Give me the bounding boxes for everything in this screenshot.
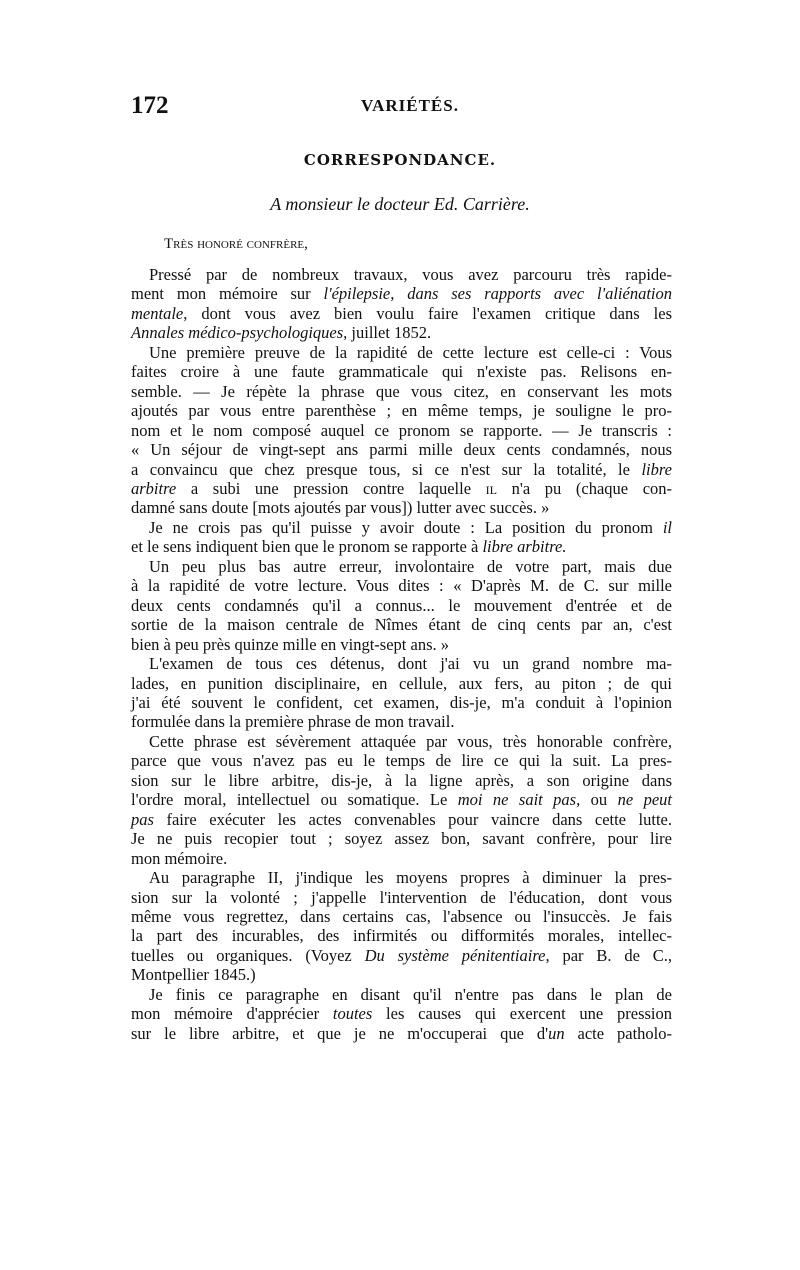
text-line: mentale, dont vous avez bien voulu faire l'examen critique dans les [131,303,672,323]
text-line: j'ai été souvent le confident, cet examen, dis-je, m'a conduit à l'opinion [131,692,672,712]
text-line: la part des incurables, des infirmités ou difformités morales, intellec- [131,926,672,946]
text-line: faites croire à une faute grammaticale qui n'existe pas. Relisons en- [131,362,672,382]
text-line: Je finis ce paragraphe en disant qu'il n'entre pas dans le plan de [149,984,672,1004]
text-line: sion sur la volonté ; j'appelle l'intervention de l'éducation, dont vous [131,887,672,907]
addressee: A monsieur le docteur Ed. Carrière. [270,194,530,214]
text-line: l'ordre moral, intellectuel ou somatique. Le moi ne sait pas, ou ne peut [131,790,673,810]
text-line: L'examen de tous ces détenus, dont j'ai vu un grand nombre ma- [149,654,672,674]
page-number: 172 [131,92,169,119]
text-line: a convaincu que chez presque tous, si ce n'est sur la totalité, le libre [131,459,673,479]
text-line: Pressé par de nombreux travaux, vous avez parcouru très rapide- [149,265,672,284]
text-line: ajoutés par vous entre parenthèse ; en même temps, je souligne le pro- [131,401,672,421]
running-head [131,92,672,122]
running-title: VARIÉTÉS. [361,96,459,115]
text-line: deux cents condamnés qu'il a connus... le mouvement d'entrée et de [131,595,672,615]
text-line: pas faire exécuter les actes convenables pour vaincre dans cette lutte. [131,809,673,829]
text-line: Cette phrase est sévèrement attaquée par vous, très honorable confrère, [149,731,672,751]
text-line: sortie de la maison centrale de Nîmes étant de cinq cents par an, c'est [131,615,672,635]
text-line: à la rapidité de votre lecture. Vous dites : « D'après M. de C. sur mille [131,576,672,596]
text-line: Je ne crois pas qu'il puisse y avoir doute : La position du pronom il [149,517,673,537]
salutation-rest: rès honoré confrère, [173,236,308,252]
text-line: mon mémoire d'apprécier toutes les causes qui exercent une pression [131,1004,673,1024]
text-line: même vous regrettez, dans certains cas, l'absence ou l'insuccès. Je fais [131,906,672,926]
section-title: CORRESPONDANCE. [303,151,497,169]
text-line: semble. — Je répète la phrase que vous citez, en conservant les mots [131,381,672,401]
salutation-initial: T [164,236,174,252]
text-line: Au paragraphe II, j'indique les moyens propres à diminuer la pres- [149,868,672,888]
text-line: mon mémoire. [131,848,228,868]
letter-body [131,265,672,1043]
text-line: « Un séjour de vingt-sept ans parmi mille deux cents condamnés, nous [131,440,672,460]
text-line: ment mon mémoire sur l'épilepsie, dans ses rapports avec l'aliénation [131,284,673,304]
text-line: Annales médico-psychologiques, juillet 1852. [131,323,432,343]
text-line: Un peu plus bas autre erreur, involontaire de votre part, mais due [149,556,672,576]
text-line: sion sur le libre arbitre, dis-je, à la ligne après, a son origine dans [131,770,672,790]
text-line: nom et le nom composé auquel ce pronom se rapporte. — Je transcris : [131,420,672,440]
text-line: damné sans doute [mots ajoutés par vous]) lutter avec succès. » [131,498,550,518]
text-line: bien à peu près quinze mille en vingt-sept ans. » [131,634,449,654]
text-line: Je ne puis recopier tout ; soyez assez bon, savant confrère, pour lire [131,829,672,849]
text-line: et le sens indiquent bien que le pronom se rapporte à libre arbitre. [131,537,567,557]
text-line: Une première preuve de la rapidité de cette lecture est celle-ci : Vous [149,342,672,362]
text-line: sur le libre arbitre, et que je ne m'occuperai que d'un acte patholo- [131,1023,673,1043]
text-line: arbitre a subi une pression contre laquelle il n'a pu (chaque con- [131,478,673,498]
text-line: formulée dans la première phrase de mon travail. [131,712,455,732]
text-line: lades, en punition disciplinaire, en cellule, aux fers, au piton ; de qui [131,673,672,693]
text-line: Montpellier 1845.) [131,965,256,985]
text-line: parce que vous n'avez pas eu le temps de lire ce qui la suit. La pres- [131,751,672,771]
text-line: tuelles ou organiques. (Voyez Du système pénitentiaire, par B. de C., [131,945,673,965]
salutation [164,236,308,253]
